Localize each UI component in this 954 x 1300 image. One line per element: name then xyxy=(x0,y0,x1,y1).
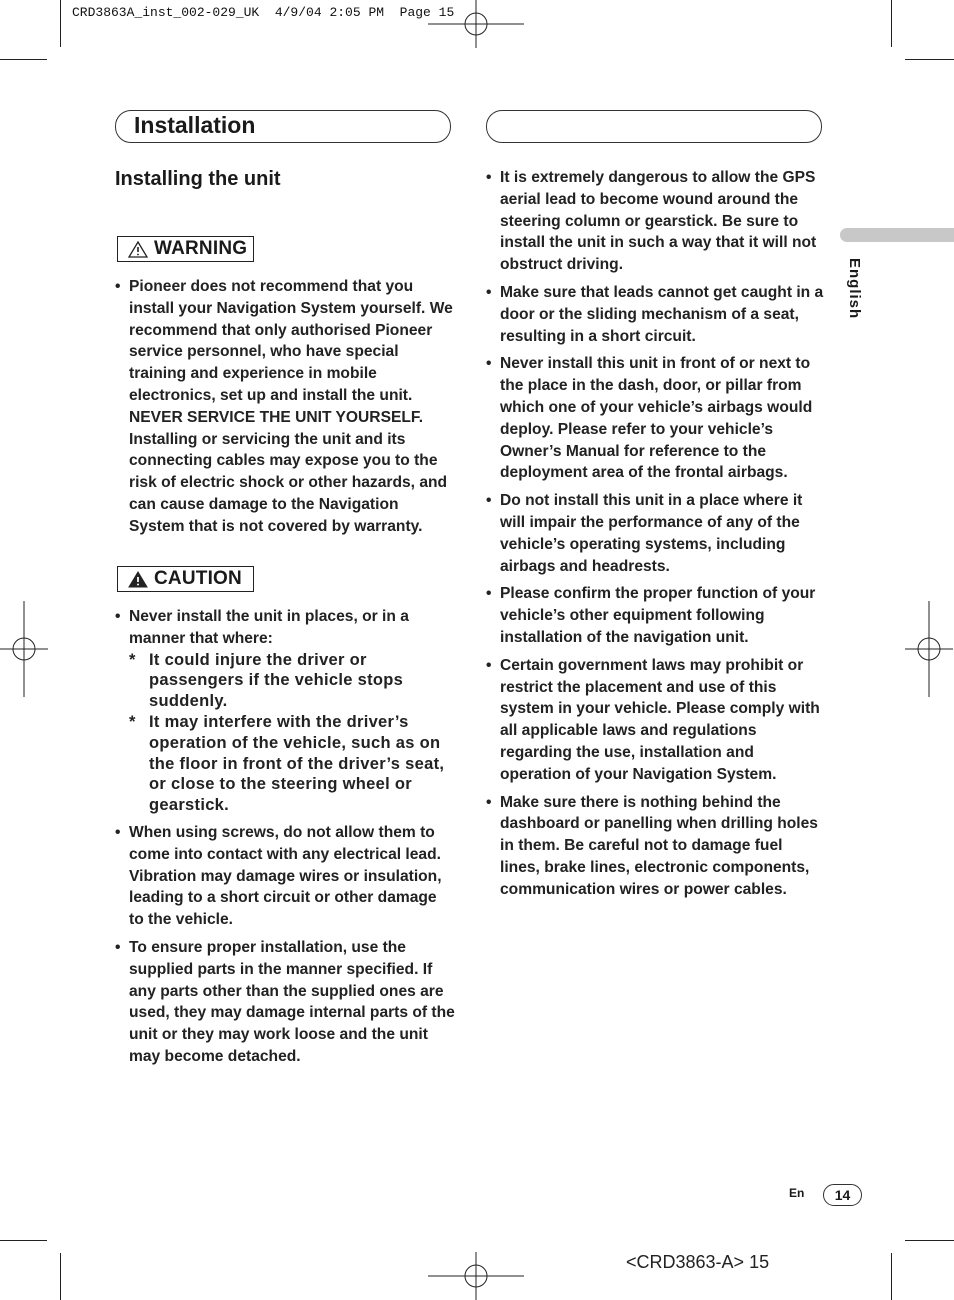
registration-mark-icon xyxy=(0,601,48,697)
crop-mark xyxy=(60,1253,61,1300)
subheading: Installing the unit xyxy=(115,168,281,190)
caution-box xyxy=(117,566,254,592)
list-item: • Pioneer does not recommend that you install your Navigation System yourself. We recommend that only authorised Pioneer service personnel, who have special training and experience in mobile electronics, set up and install the unit. NEVER SERVICE THE UNIT YOURSELF. Installing or servicing the unit and its connecting cables may expose you to the risk of electric shock or other hazards, and can cause damage to the Navigation System that is not covered by warranty. xyxy=(115,276,455,538)
language-code: En xyxy=(789,1186,805,1200)
crop-mark xyxy=(891,1253,892,1300)
empty-header-box xyxy=(486,110,822,143)
caution-label: CAUTION xyxy=(154,568,242,589)
crop-mark xyxy=(891,0,892,47)
list-item: • To ensure proper installation, use the supplied parts in the manner specified. If any parts other than the supplied ones are used, they may damage internal parts of the unit or they may work loose and the unit may become detached. xyxy=(115,937,455,1068)
crop-mark xyxy=(0,1240,47,1241)
list-item: • It is extremely dangerous to allow the GPS aerial lead to become wound around the steering column or gearstick. Be sure to install the unit in such a way that it will not obstruct driving. xyxy=(486,167,826,276)
list-item: • When using screws, do not allow them to come into contact with any electrical lead. Vibration may damage wires or insulation, leading to a short circuit or other damage to the vehicle. xyxy=(115,822,455,931)
warning-box xyxy=(117,236,254,262)
language-tab xyxy=(840,228,954,242)
crop-mark xyxy=(905,59,954,60)
list-item: • Certain government laws may prohibit or restrict the placement and use of this system in your vehicle. Please comply with all applicable laws and regulations regarding the use, installation and operation of your Navigation System. xyxy=(486,655,826,786)
list-item xyxy=(115,606,455,816)
list-item: • Please confirm the proper function of your vehicle’s other equipment following installation of the navigation unit. xyxy=(486,583,826,648)
crop-mark xyxy=(60,0,61,47)
warning-triangle-icon xyxy=(128,241,148,258)
list-item: • Do not install this unit in a place where it will impair the performance of any of the vehicle’s operating systems, including airbags and headrests. xyxy=(486,490,826,577)
caution-list xyxy=(115,606,455,1074)
document-reference: <CRD3863-A> 15 xyxy=(626,1252,770,1272)
sub-list-item: * It could injure the driver or passengers if the vehicle stops suddenly. xyxy=(129,650,455,712)
list-item-intro: Never install the unit in places, or in a manner that where: xyxy=(129,608,409,647)
crop-mark xyxy=(0,59,47,60)
list-item: • Make sure that leads cannot get caught in a door or the sliding mechanism of a seat, resulting in a short circuit. xyxy=(486,282,826,347)
print-slug: CRD3863A_inst_002-029_UK 4/9/04 2:05 PM Page 15 xyxy=(72,5,455,20)
page-number: 14 xyxy=(823,1184,862,1206)
list-item: • Never install this unit in front of or next to the place in the dash, door, or pillar from which one of your vehicle’s airbags would deploy. Please refer to your vehicle’s Owner’s Manual for reference to the deployment area of the frontal airbags. xyxy=(486,353,826,484)
language-label: English xyxy=(846,258,863,320)
registration-mark-icon xyxy=(905,601,953,697)
registration-mark-icon xyxy=(428,1252,524,1300)
warning-label: WARNING xyxy=(154,238,248,259)
right-column-list xyxy=(486,167,826,907)
sub-list-item: * It may interfere with the driver’s operation of the vehicle, such as on the floor in front of the driver’s seat, or close to the steering wheel or gearstick. xyxy=(129,712,455,816)
list-item: • Make sure there is nothing behind the dashboard or panelling when drilling holes in them. Be careful not to damage fuel lines, brake lines, electronic components, communication wires or power cables. xyxy=(486,792,826,901)
registration-mark-icon xyxy=(428,0,524,48)
section-title: Installation xyxy=(134,112,256,138)
caution-triangle-icon xyxy=(128,571,148,588)
crop-mark xyxy=(905,1240,954,1241)
warning-list xyxy=(115,276,455,544)
